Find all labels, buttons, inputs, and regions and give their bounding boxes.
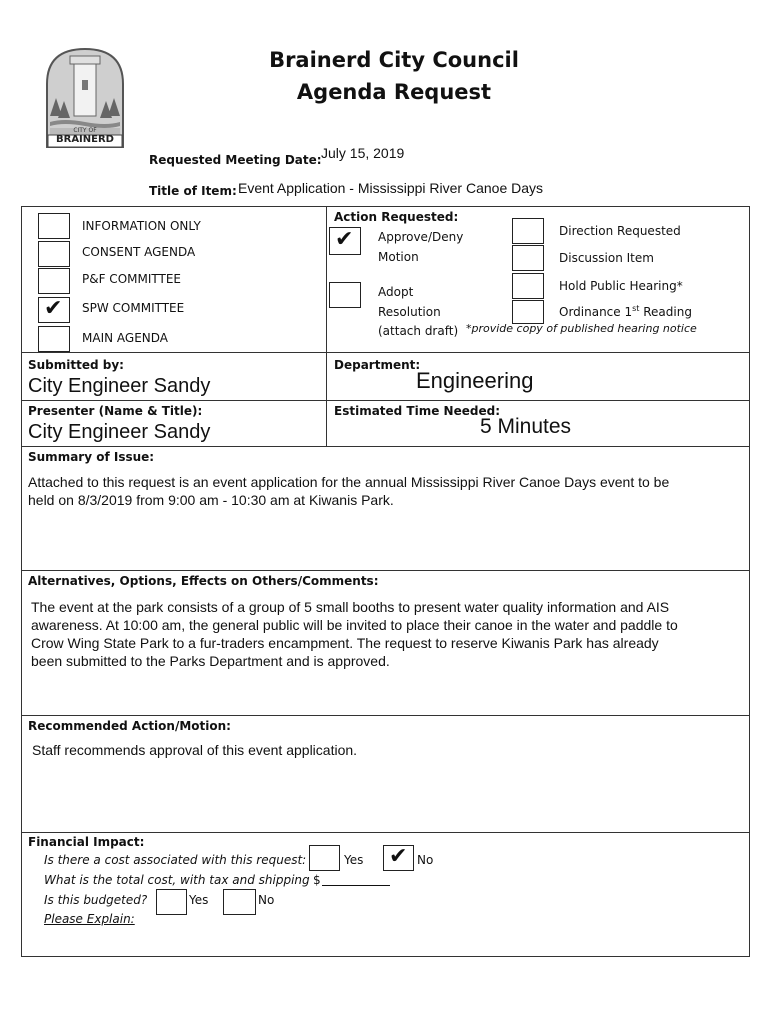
cost-yes-label: Yes (344, 853, 364, 867)
department-label: Department: (334, 358, 421, 372)
submitted-by-value[interactable]: City Engineer Sandy (28, 375, 211, 397)
cost-no-label: No (417, 853, 434, 867)
ordinance-reading-checkbox[interactable] (512, 300, 544, 324)
spw-committee-label: SPW COMMITTEE (82, 301, 185, 315)
resolution-label: Resolution (378, 305, 441, 319)
budgeted-yes-label: Yes (189, 893, 209, 907)
check-mark-icon: ✔ (335, 227, 354, 252)
divider (22, 446, 749, 447)
adopt-label: Adopt (378, 285, 414, 299)
approve-deny-label: Approve/Deny (378, 230, 464, 244)
budgeted-no-label: No (258, 893, 275, 907)
recommended-text[interactable]: Staff recommends approval of this event application. (32, 742, 358, 758)
column-divider (326, 207, 327, 446)
cost-yes-checkbox[interactable] (309, 845, 340, 871)
summary-label: Summary of Issue: (28, 450, 155, 464)
motion-label: Motion (378, 250, 419, 264)
cost-question: Is there a cost associated with this request: (44, 853, 307, 867)
consent-agenda-checkbox[interactable] (38, 241, 70, 267)
presenter-label: Presenter (Name & Title): (28, 404, 203, 418)
alternatives-label: Alternatives, Options, Effects on Others/Comments: (28, 574, 379, 588)
spw-committee-checkbox[interactable] (38, 297, 70, 323)
divider (22, 400, 749, 401)
title-of-item-value[interactable]: Event Application - Mississippi River Canoe Days (238, 180, 544, 196)
total-cost-question: What is the total cost, with tax and shipping (44, 873, 310, 887)
summary-line: held on 8/3/2019 from 9:00 am - 10:30 am at Kiwanis Park. (28, 492, 394, 508)
estimated-time-value[interactable]: 5 Minutes (480, 415, 572, 438)
divider (22, 570, 749, 571)
public-hearing-checkbox[interactable] (512, 273, 544, 299)
action-requested-label: Action Requested: (334, 210, 459, 224)
discussion-item-checkbox[interactable] (512, 245, 544, 271)
alternatives-line: been submitted to the Parks Department and is approved. (31, 653, 390, 669)
alternatives-line: Crow Wing State Park to a fur-traders encampment. The request to reserve Kiwanis Park has already (31, 635, 659, 651)
check-mark-icon: ✔ (389, 844, 408, 869)
information-only-label: INFORMATION ONLY (82, 219, 201, 233)
city-logo (44, 46, 126, 150)
meeting-date-label: Requested Meeting Date: (149, 153, 322, 167)
main-agenda-label: MAIN AGENDA (82, 331, 168, 345)
budgeted-question: Is this budgeted? (44, 893, 148, 907)
public-hearing-label: Hold Public Hearing* (559, 279, 683, 293)
direction-requested-checkbox[interactable] (512, 218, 544, 244)
divider (22, 832, 749, 833)
total-cost-input[interactable] (322, 885, 390, 886)
check-mark-icon: ✔ (44, 296, 63, 321)
adopt-resolution-checkbox[interactable] (329, 282, 361, 308)
submitted-by-label: Submitted by: (28, 358, 124, 372)
logo-brainerd-text: BRAINERD (56, 134, 114, 145)
alternatives-line: The event at the park consists of a group of 5 small booths to present water quality information and AIS (31, 599, 670, 615)
ordinance-label-text: Ordinance 1 (559, 305, 633, 319)
meeting-date-value[interactable]: July 15, 2019 (321, 145, 405, 161)
presenter-value[interactable]: City Engineer Sandy (28, 421, 211, 443)
attach-draft-label: (attach draft) (378, 324, 459, 338)
cost-no-checkbox[interactable] (383, 845, 414, 871)
alternatives-text[interactable] (31, 598, 746, 670)
department-value[interactable]: Engineering (416, 368, 534, 393)
please-explain-label: Please Explain: (44, 912, 135, 926)
title-of-item-label: Title of Item: (149, 184, 237, 198)
summary-text[interactable] (28, 473, 743, 509)
divider (22, 352, 749, 353)
alternatives-line: awareness. At 10:00 am, the general public will be invited to place their canoe in the water and paddle to (31, 617, 678, 633)
pf-committee-checkbox[interactable] (38, 268, 70, 294)
council-title: Brainerd City Council (269, 48, 519, 72)
ordinance-reading-label (559, 304, 692, 319)
discussion-item-label: Discussion Item (559, 251, 654, 265)
financial-impact-label: Financial Impact: (28, 835, 145, 849)
approve-deny-checkbox[interactable] (329, 227, 361, 255)
logo-city-of-text: CITY OF (73, 127, 97, 134)
agenda-request-title: Agenda Request (296, 80, 492, 104)
direction-requested-label: Direction Requested (559, 224, 681, 238)
information-only-checkbox[interactable] (38, 213, 70, 239)
recommended-label: Recommended Action/Motion: (28, 719, 231, 733)
budgeted-no-checkbox[interactable] (223, 889, 256, 915)
divider (22, 715, 749, 716)
main-agenda-checkbox[interactable] (38, 326, 70, 352)
ordinance-reading-text: Reading (639, 305, 692, 319)
consent-agenda-label: CONSENT AGENDA (82, 245, 196, 259)
pf-committee-label: P&F COMMITTEE (82, 272, 181, 286)
summary-line: Attached to this request is an event application for the annual Mississippi River Canoe Days event to be (28, 474, 670, 490)
dollar-sign: $ (313, 873, 321, 887)
hearing-notice-note: *provide copy of published hearing notice (466, 322, 697, 335)
budgeted-yes-checkbox[interactable] (156, 889, 187, 915)
ordinance-superscript: st (632, 304, 640, 313)
estimated-time-label: Estimated Time Needed: (334, 404, 500, 418)
